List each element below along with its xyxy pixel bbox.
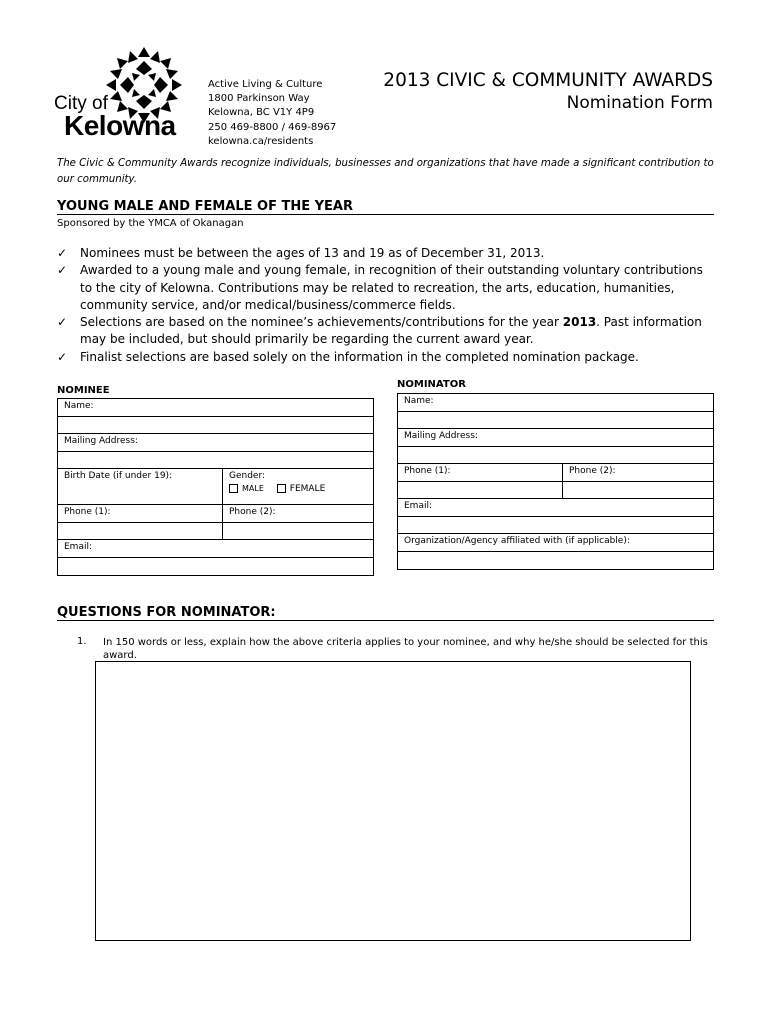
intro-text: The Civic & Community Awards recognize individuals, businesses and organizations that have made a significant contribution to our community.: [57, 158, 714, 185]
checkmark-icon: ✓: [57, 246, 68, 260]
nominator-phone2-label: Phone (2):: [563, 464, 714, 482]
question-number: 1.: [77, 636, 87, 647]
list-item: ✓ Awarded to a young male and young female, in recognition of their outstanding voluntary contributions to the city of Kelowna. Contributions may be related to recreation, the arts, education, humanities, community service, and/or medical/business/commerce fields.: [57, 263, 703, 312]
nominator-phone2-field[interactable]: [563, 482, 714, 499]
male-checkbox[interactable]: [229, 484, 238, 493]
nominee-name-label: Name:: [58, 399, 374, 417]
question-text: In 150 words or less, explain how the above criteria applies to your nominee, and why he/she should be selected for this award.: [103, 637, 708, 661]
nominee-phone1-field[interactable]: [58, 523, 223, 540]
nominator-heading: NOMINATOR: [397, 379, 466, 390]
sponsor-text: Sponsored by the YMCA of Okanagan: [57, 218, 244, 229]
nominator-email-label: Email:: [398, 499, 714, 517]
nominee-phone1-label: Phone (1):: [58, 505, 223, 523]
nominator-name-field[interactable]: [398, 412, 714, 429]
nominee-heading: NOMINEE: [57, 385, 110, 396]
list-item: ✓ Selections are based on the nominee’s achievements/contributions for the year 2013. Past information may be included, but should primarily be regarding the current award year.: [57, 315, 702, 347]
checkmark-icon: ✓: [57, 263, 68, 278]
form-subtitle: Nomination Form: [566, 93, 713, 113]
logo-text-city: City of: [54, 93, 108, 114]
nominee-form: [57, 398, 374, 576]
checkmark-icon: ✓: [57, 349, 68, 364]
nominee-mailing-field[interactable]: [58, 452, 374, 469]
nominator-org-label: Organization/Agency affiliated with (if applicable):: [398, 534, 714, 552]
nominee-birth-date-field[interactable]: Birth Date (if under 19):: [58, 469, 223, 505]
checkmark-icon: ✓: [57, 315, 68, 330]
list-item: ✓ Nominees must be between the ages of 13 and 19 as of December 31, 2013.: [57, 245, 717, 262]
address-line: Kelowna, BC V1Y 4P9: [208, 107, 315, 119]
address-line: Active Living & Culture: [208, 79, 323, 90]
answer-textarea[interactable]: [95, 661, 691, 941]
nominee-gender-field: Gender: MALE FEMALE: [223, 469, 374, 505]
female-checkbox[interactable]: [277, 484, 286, 493]
nominator-name-label: Name:: [398, 394, 714, 412]
nominee-mailing-label: Mailing Address:: [58, 434, 374, 452]
section-heading-questions: QUESTIONS FOR NOMINATOR:: [57, 605, 714, 621]
nominator-phone1-field[interactable]: [398, 482, 563, 499]
section-heading-award: YOUNG MALE AND FEMALE OF THE YEAR: [57, 199, 714, 215]
nominator-mailing-label: Mailing Address:: [398, 429, 714, 447]
form-title: 2013 CIVIC & COMMUNITY AWARDS: [383, 70, 713, 91]
nominator-org-field[interactable]: [398, 552, 714, 570]
nominator-form: [397, 393, 714, 570]
address-line: 250 469-8800 / 469-8967: [208, 121, 337, 133]
nominator-email-field[interactable]: [398, 517, 714, 534]
nominator-mailing-field[interactable]: [398, 447, 714, 464]
nominee-name-field[interactable]: [58, 417, 374, 434]
nominee-phone2-label: Phone (2):: [223, 505, 374, 523]
criteria-list: [57, 245, 717, 366]
address-line: kelowna.ca/residents: [208, 135, 314, 147]
logo-text-kelowna: Kelowna: [64, 110, 176, 141]
list-item: ✓ Finalist selections are based solely on the information in the completed nomination package.: [57, 349, 717, 366]
address-line: 1800 Parkinson Way: [208, 93, 310, 105]
nominator-phone1-label: Phone (1):: [398, 464, 563, 482]
department-address: [208, 78, 336, 149]
nominee-email-label: Email:: [58, 540, 374, 558]
nominee-email-field[interactable]: [58, 558, 374, 576]
nominee-phone2-field[interactable]: [223, 523, 374, 540]
